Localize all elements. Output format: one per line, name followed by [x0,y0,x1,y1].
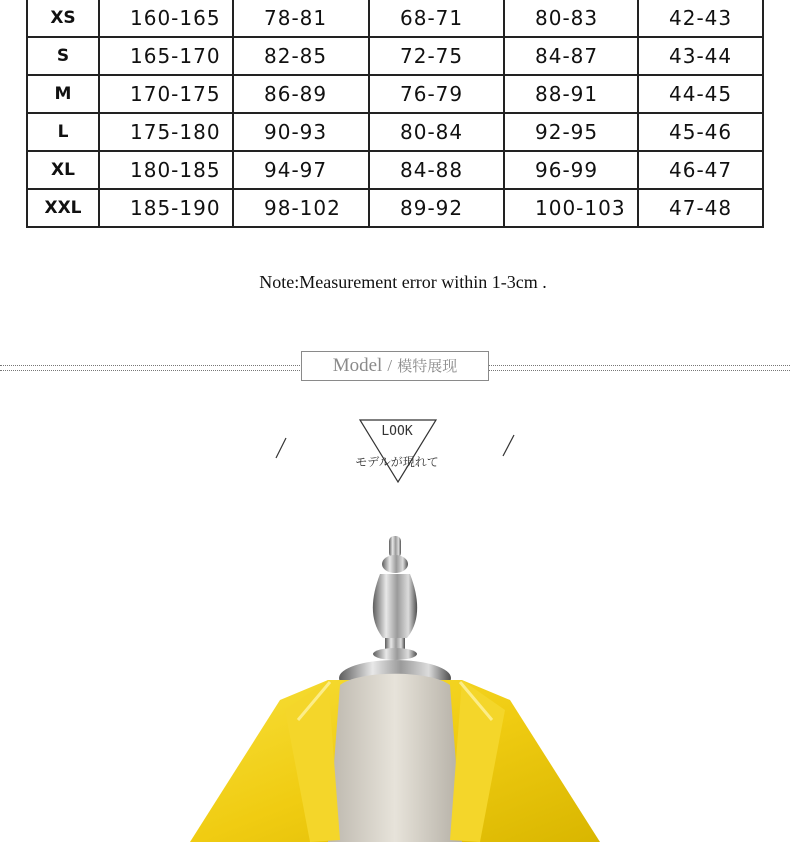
look-label: LOOK [381,424,413,439]
table-cell: 68-71 [369,0,504,37]
table-cell: 86-89 [233,75,369,113]
table-cell: 72-75 [369,37,504,75]
table-cell: 42-43 [638,0,763,37]
table-cell: 89-92 [369,189,504,227]
look-triangle-icon [260,410,530,490]
table-row [27,151,763,189]
table-row [27,37,763,75]
table-cell: 175-180 [99,113,233,151]
section-title-separator: / [387,356,393,375]
table-cell: 98-102 [233,189,369,227]
table-cell: 45-46 [638,113,763,151]
measurement-note: Note:Measurement error within 1-3cm . [259,272,547,292]
table-row [27,0,763,37]
size-chart-table [26,0,764,228]
size-label: L [27,113,99,151]
table-cell: 160-165 [99,0,233,37]
table-cell: 100-103 [504,189,638,227]
table-row [27,189,763,227]
table-cell: 80-83 [504,0,638,37]
table-cell: 82-85 [233,37,369,75]
section-divider-right [489,365,790,371]
table-cell: 80-84 [369,113,504,151]
size-label: XXL [27,189,99,227]
look-subtitle: モデルが現れて [355,455,439,469]
table-cell: 76-79 [369,75,504,113]
size-label: XL [27,151,99,189]
table-cell: 170-175 [99,75,233,113]
section-header [301,351,489,381]
table-cell: 180-185 [99,151,233,189]
table-cell: 78-81 [233,0,369,37]
section-divider-left [0,365,300,371]
table-cell: 44-45 [638,75,763,113]
table-cell: 96-99 [504,151,638,189]
size-label: M [27,75,99,113]
table-cell: 46-47 [638,151,763,189]
table-cell: 43-44 [638,37,763,75]
table-cell: 92-95 [504,113,638,151]
table-cell: 84-88 [369,151,504,189]
table-cell: 94-97 [233,151,369,189]
table-cell: 185-190 [99,189,233,227]
mannequin-icon [180,530,620,842]
table-cell: 84-87 [504,37,638,75]
table-row [27,113,763,151]
table-cell: 90-93 [233,113,369,151]
table-cell: 165-170 [99,37,233,75]
size-label: XS [27,0,99,37]
table-cell: 47-48 [638,189,763,227]
size-label: S [27,37,99,75]
table-row [27,75,763,113]
section-title-cn: 模特展现 [397,357,458,375]
table-cell: 88-91 [504,75,638,113]
section-title-en: Model [332,355,383,376]
